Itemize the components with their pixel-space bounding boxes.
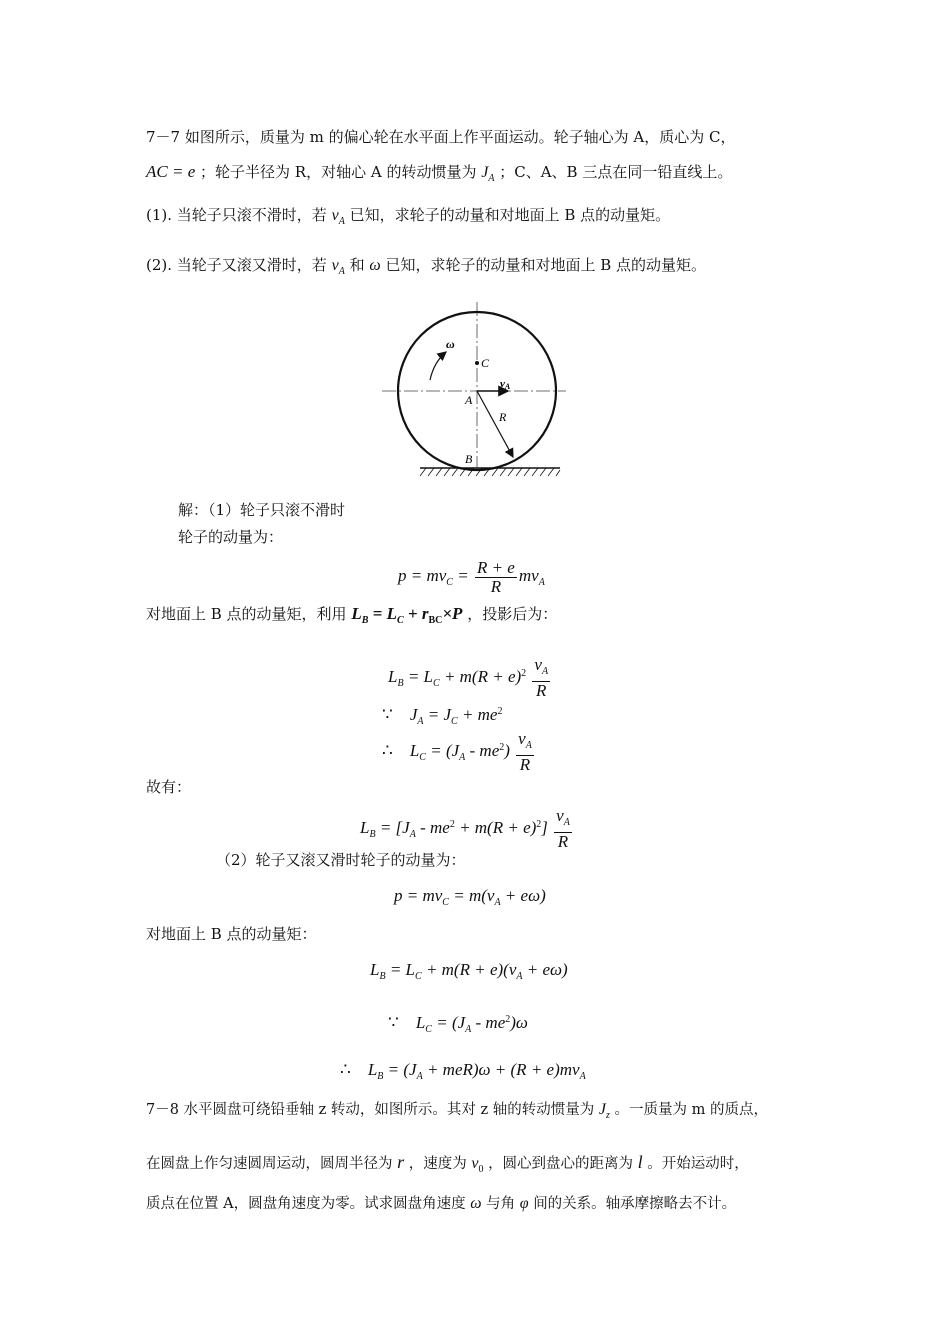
solution-part-1-heading: 解：（1）轮子只滚不滑时 — [178, 501, 346, 519]
label-b: B — [465, 452, 473, 466]
equation-ja: ∵ $J_A = J_C + me^2$ — [382, 705, 503, 727]
moment-intro-tail: ，投影后为： — [467, 605, 558, 623]
moment-relation: $L_B = L_C + r_{BC}\times P$ — [351, 604, 463, 626]
equation-momentum-2: $p = mv_C = m(v_A + e\omega)$ — [394, 886, 546, 908]
equation-momentum-1: $p = mv_C$ = $\frac{R + e}{R}$ $mv_A$ — [398, 557, 545, 596]
v-a-symbol: $v_A$ — [331, 207, 345, 227]
therefore-label: 故有： — [146, 778, 192, 796]
omega-symbol: ω — [369, 257, 381, 274]
question-2-text: (2). 当轮子又滚又滑时，若 — [146, 256, 327, 274]
therefore-symbol: ∴ — [340, 1060, 351, 1079]
problem-7-8-line-3-text: 质点在位置 A，圆盘角速度为零。试求圆盘角速度 — [146, 1196, 466, 1212]
equation-lb-final-2: ∴ $L_B = (J_A + meR)\omega + (R + e)mv_A$ — [340, 1060, 586, 1082]
problem-7-7-line-1: 7－7 如图所示，质量为 m 的偏心轮在水平面上作平面运动。轮子轴心为 A，质心为 C， — [146, 128, 736, 146]
moment-intro — [146, 604, 557, 631]
question-1-text: (1). 当轮子只滚不滑时，若 — [146, 206, 327, 224]
equation-lc-2: ∵ $L_C = (J_A - me^2)\omega$ — [388, 1013, 528, 1035]
problem-7-8-line-1 — [146, 1100, 768, 1126]
moment-2-label: 对地面上 B 点的动量矩： — [146, 925, 317, 943]
label-va: vA — [500, 378, 511, 391]
mass-center-dot — [475, 361, 479, 365]
ac-equals-e: AC = e — [146, 162, 196, 181]
problem-7-8-line-3-mid: 与角 — [486, 1196, 516, 1212]
j-a-symbol: $J_A$ — [481, 164, 495, 184]
label-r: R — [499, 410, 507, 424]
because-symbol: ∵ — [382, 705, 393, 724]
v-a-symbol: $v_A$ — [331, 257, 345, 277]
equation-lb-1: $L_B = L_C + m(R + e)^2$ $\frac{v_A}{R}$ — [388, 655, 549, 701]
question-1 — [146, 205, 670, 232]
j-z-symbol: $J_z$ — [598, 1101, 610, 1121]
r-symbol: r — [397, 1152, 405, 1172]
label-c: C — [481, 356, 490, 370]
label-omega: ω — [446, 337, 455, 351]
because-symbol: ∵ — [388, 1013, 399, 1032]
omega-arc-arrow — [430, 352, 446, 380]
line-2-tail: ；C、A、B 三点在同一铅直线上。 — [499, 163, 733, 181]
v0-symbol: $v_0$ — [471, 1155, 484, 1175]
l-symbol: l — [637, 1152, 643, 1172]
radius-vector — [477, 391, 513, 457]
problem-7-8-line-2-text: 在圆盘上作匀速圆周运动，圆周半径为 — [146, 1156, 393, 1172]
problem-7-8-line-2-tail: 。开始运动时， — [647, 1156, 749, 1172]
problem-7-8-line-3-tail: 间的关系。轴承摩擦略去不计。 — [533, 1196, 737, 1212]
problem-7-8-line-3 — [146, 1194, 736, 1214]
moment-intro-text: 对地面上 B 点的动量矩，利用 — [146, 605, 347, 623]
problem-7-8-line-2-mid: ，速度为 — [408, 1156, 467, 1172]
question-2 — [146, 255, 706, 282]
problem-7-8-line-2 — [146, 1152, 749, 1180]
label-a: A — [465, 393, 473, 407]
phi-symbol: φ — [519, 1195, 529, 1212]
therefore-symbol: ∴ — [382, 741, 393, 760]
line-2-text: ；轮子半径为 R，对轴心 A 的转动惯量为 — [200, 163, 477, 181]
question-2-tail: 已知，求轮子的动量和对地面上 B 点的动量矩。 — [385, 256, 707, 274]
problem-7-8-line-2-mid2: ，圆心到盘心的距离为 — [488, 1156, 634, 1172]
wheel-figure — [380, 300, 580, 480]
equation-lb-2: $L_B = L_C + m(R + e)(v_A + e\omega)$ — [370, 960, 568, 982]
problem-7-7-line-2 — [146, 162, 732, 189]
solution-part-2-heading: （2）轮子又滚又滑时轮子的动量为： — [216, 851, 466, 869]
omega-symbol: ω — [470, 1195, 482, 1212]
problem-7-8-line-1-tail: 。一质量为 m 的质点， — [614, 1102, 768, 1118]
momentum-label: 轮子的动量为： — [178, 528, 284, 546]
problem-7-8-line-1-text: 7－8 水平圆盘可绕铅垂轴 z 转动，如图所示。其对 z 轴的转动惯量为 — [146, 1102, 595, 1118]
equation-lb-final-1: $L_B = [J_A - me^2 + m(R + e)^2]$ $\frac{v_A}{R}$ — [360, 806, 570, 852]
equation-lc-1: ∴ $L_C = (J_A - me^2)$ $\frac{v_A}{R}$ — [382, 729, 532, 775]
question-1-tail: 已知，求轮子的动量和对地面上 B 点的动量矩。 — [349, 206, 671, 224]
question-2-and: 和 — [349, 256, 365, 274]
